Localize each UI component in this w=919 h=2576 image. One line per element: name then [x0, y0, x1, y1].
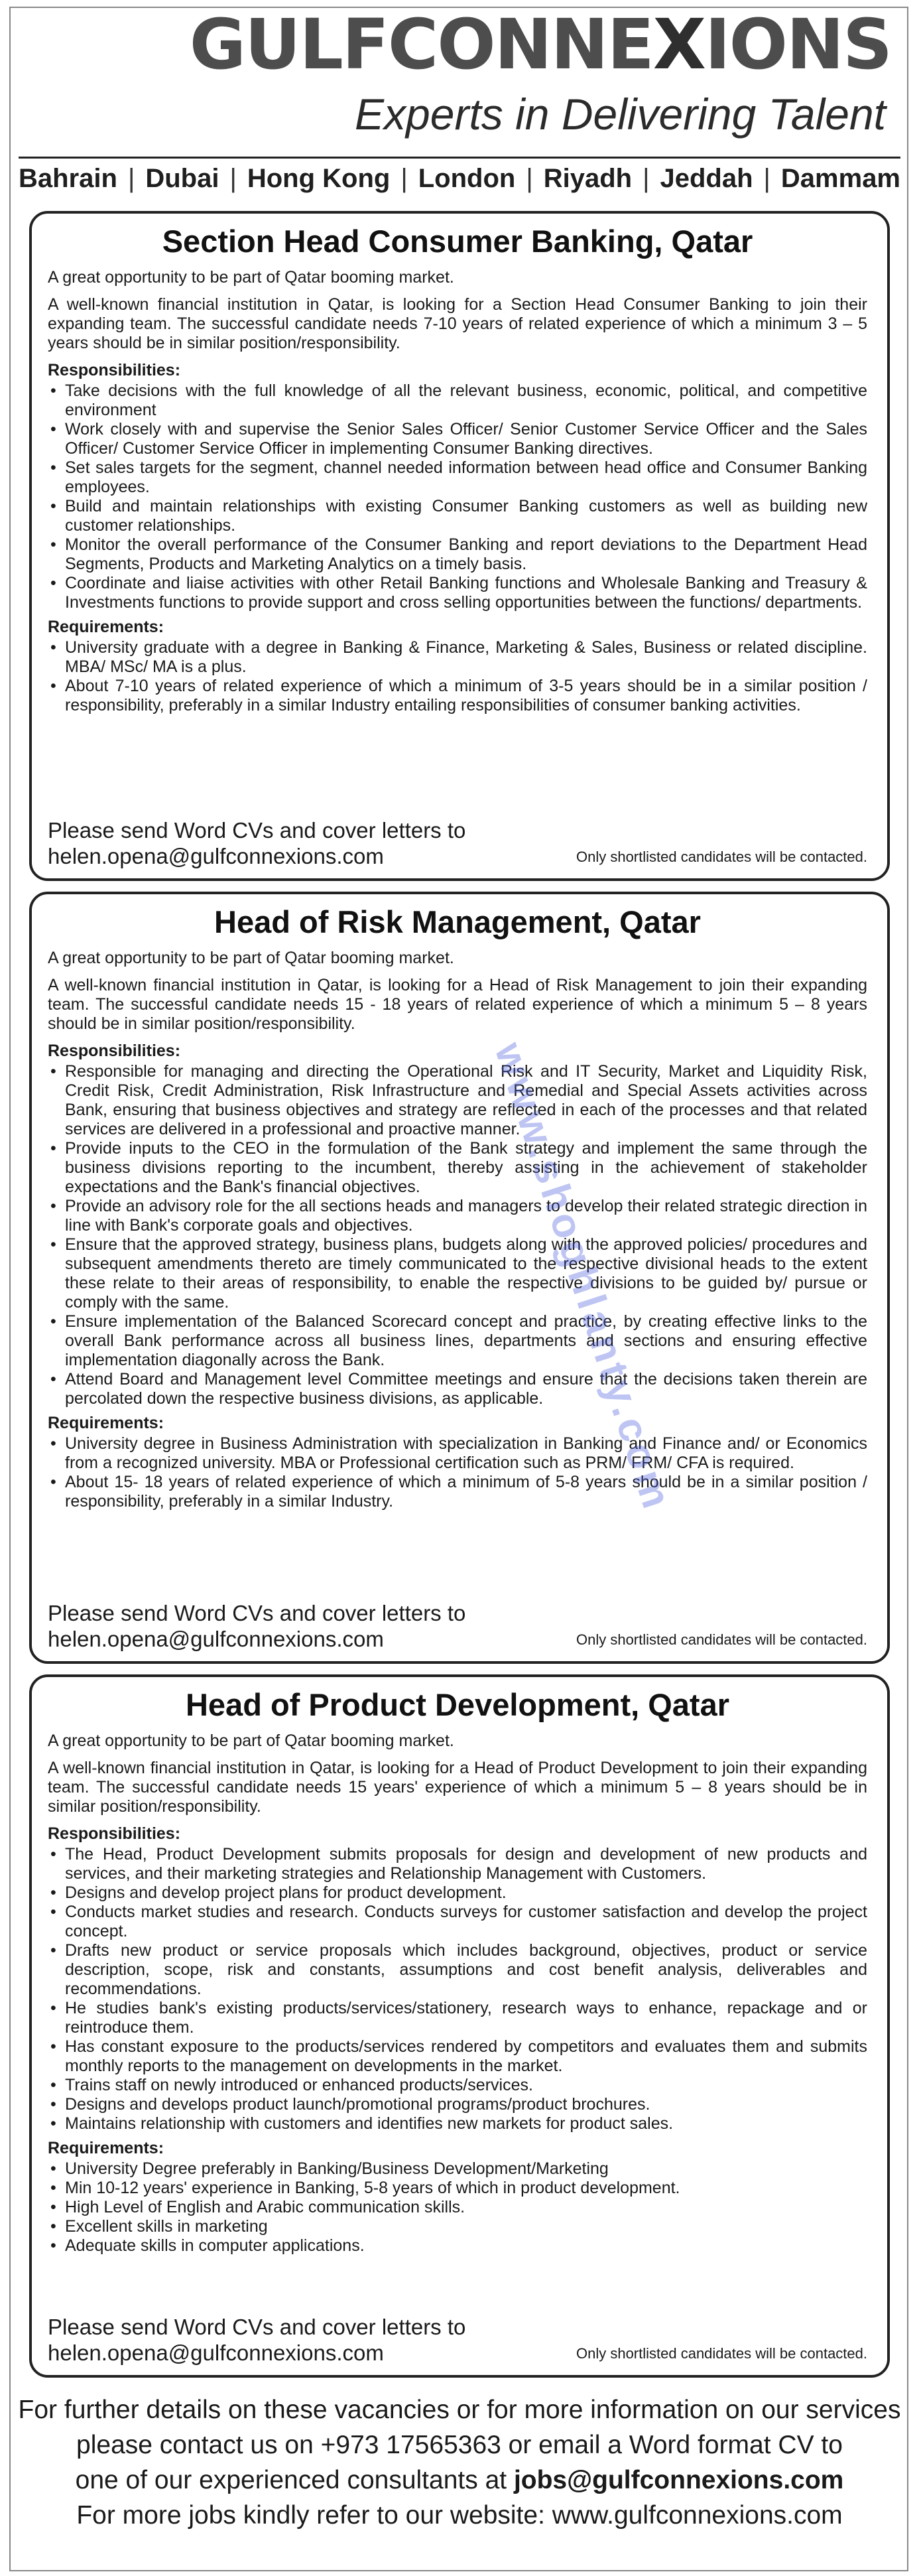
- apply-line: Please send Word CVs and cover letters to: [48, 2315, 466, 2339]
- list-item: • Has constant exposure to the products/services rendered by competitors and evaluates them and submits monthly reports to the management on developments in the market.: [65, 2037, 867, 2076]
- apply-row: [48, 1600, 867, 1652]
- list-item: • Trains staff on newly introduced or enhanced products/services.: [65, 2076, 867, 2095]
- city-dubai: Dubai: [145, 163, 219, 193]
- list-item: • About 7-10 years of related experience of which a minimum of 3-5 years should be in a similar position / responsibility, preferably in a similar Industry entailing responsibilities of consumer banking activities.: [65, 677, 867, 715]
- city-dammam: Dammam: [780, 163, 900, 193]
- shortlist-note: Only shortlisted candidates will be contacted.: [576, 1631, 867, 1648]
- requirements-list: [48, 2159, 867, 2256]
- job-listing-head-of-product-development: [29, 1674, 890, 2378]
- responsibilities-heading: Responsibilities:: [48, 361, 181, 379]
- shortlist-note: Only shortlisted candidates will be contacted.: [576, 2345, 867, 2362]
- footer-line: [0, 2463, 919, 2498]
- list-item: • Provide inputs to the CEO in the formulation of the Bank strategy and implement the same through the business divisions reporting to the incumbent, thereby assisting in the achievement of stakeholder expectations and the Bank's financial objectives.: [65, 1139, 867, 1197]
- requirements-heading: Requirements:: [48, 2139, 164, 2157]
- list-item: • High Level of English and Arabic communication skills.: [65, 2198, 867, 2217]
- job-intro: A great opportunity to be part of Qatar booming market.: [48, 268, 454, 287]
- list-item: • Adequate skills in computer applications.: [65, 2236, 867, 2256]
- city-separator: |: [127, 163, 135, 193]
- list-item: • Designs and develops product launch/promotional programs/product brochures.: [65, 2095, 867, 2114]
- footer-line: please contact us on +973 17565363 or email a Word format CV to: [76, 2431, 843, 2459]
- footer-line: For further details on these vacancies or for more information on our services: [18, 2396, 901, 2424]
- list-item: • University graduate with a degree in Banking & Finance, Marketing & Sales, Business or related discipline. MBA/ MSc/ MA is a plus.: [65, 638, 867, 677]
- requirements-list: [48, 1434, 867, 1511]
- jobs-email-link[interactable]: jobs@gulfconnexions.com: [513, 2466, 844, 2494]
- apply-instructions: [48, 2314, 465, 2366]
- city-separator: |: [526, 163, 533, 193]
- responsibilities-list: [48, 381, 867, 612]
- list-item: • Set sales targets for the segment, channel needed information between head office and Consumer Banking employees.: [65, 458, 867, 497]
- job-description: A well-known financial institution in Qatar, is looking for a Section Head Consumer Banking to join their expanding team. The successful candidate needs 7-10 years of related experience of which a minimum 3 – 5 years should be in similar position/responsibility.: [48, 295, 867, 352]
- list-item: • Monitor the overall performance of the Consumer Banking and report deviations to the Department Head Segments, Products and Marketing Analytics on a timely basis.: [65, 535, 867, 574]
- list-item: • Responsible for managing and directing the Operational Risk and IT Security, Market and Liquidity Risk, Credit Risk, Credit Administration, Risk Infrastructure and Remedial and Special Assets activities across Bank, ensuring that business objectives and strategy are reflected in each of the processes and that related services are delivered in a professional and proactive manner.: [65, 1062, 867, 1139]
- city-separator: |: [229, 163, 237, 193]
- city-separator: |: [643, 163, 650, 193]
- city-separator: |: [400, 163, 408, 193]
- list-item: • University Degree preferably in Banking/Business Development/Marketing: [65, 2159, 867, 2179]
- advert-header: [0, 0, 919, 199]
- apply-instructions: [48, 1600, 465, 1652]
- job-title: Section Head Consumer Banking, Qatar: [162, 224, 753, 259]
- list-item: • Designs and develop project plans for product development.: [65, 1883, 867, 1903]
- city-hong-kong: Hong Kong: [247, 163, 391, 193]
- job-description: A well-known financial institution in Qatar, is looking for a Head of Product Development to join their expanding team. The successful candidate needs 15 years' experience of which a minimum 5 – 8 years should be in similar position/responsibility.: [48, 1759, 867, 1816]
- job-title: Head of Risk Management, Qatar: [214, 904, 701, 939]
- job-title: Head of Product Development, Qatar: [185, 1687, 730, 1722]
- requirements-heading: Requirements:: [48, 1414, 164, 1432]
- list-item: • Drafts new product or service proposals which includes background, objectives, product or service description, scope, risk and constants, assumptions and cost benefit analysis, deliverables and recommendations.: [65, 1941, 867, 1999]
- list-item: • Attend Board and Management level Committee meetings and ensure that the decisions taken therein are percolated down the respective business divisions, as applicable.: [65, 1370, 867, 1408]
- job-intro: A great opportunity to be part of Qatar booming market.: [48, 1731, 454, 1750]
- job-intro: A great opportunity to be part of Qatar booming market.: [48, 949, 454, 967]
- city-london: London: [418, 163, 516, 193]
- apply-line: Please send Word CVs and cover letters to: [48, 818, 466, 843]
- apply-email-link[interactable]: helen.opena@gulfconnexions.com: [48, 1627, 384, 1651]
- list-item: • Provide an advisory role for the all sections heads and managers to develop their related strategic direction in line with Bank's corporate goals and objectives.: [65, 1197, 867, 1235]
- requirements-heading: Requirements:: [48, 618, 164, 636]
- list-item: • Ensure implementation of the Balanced Scorecard concept and practice, by creating effective links to the overall Bank performance across all business lines, departments and sections and ensuring effective implementation diagonally across the Bank.: [65, 1312, 867, 1370]
- list-item: • Coordinate and liaise activities with other Retail Banking functions and Wholesale Banking and Treasury & Investments functions to provide support and cross selling opportunities between the functions/ departments.: [65, 574, 867, 612]
- list-item: • Work closely with and supervise the Senior Sales Officer/ Senior Customer Service Officer and the Sales Officer/ Customer Service Officer in implementing Consumer Banking directives.: [65, 420, 867, 458]
- city-bahrain: Bahrain: [19, 163, 117, 193]
- job-listing-head-of-risk-management: [29, 892, 890, 1664]
- city-jeddah: Jeddah: [660, 163, 753, 193]
- job-listing-section-head-consumer-banking: [29, 211, 890, 881]
- responsibilities-heading: Responsibilities:: [48, 1042, 181, 1060]
- apply-row: [48, 817, 867, 869]
- list-item: • About 15- 18 years of related experience of which a minimum of 5-8 years should be in a similar position / responsibility, preferably in a similar Industry.: [65, 1473, 867, 1511]
- apply-line: Please send Word CVs and cover letters to: [48, 1601, 466, 1625]
- apply-instructions: [48, 817, 465, 869]
- list-item: • Min 10-12 years' experience in Banking, 5-8 years of which in product development.: [65, 2179, 867, 2198]
- requirements-list: [48, 638, 867, 715]
- footer-line: [0, 2498, 919, 2533]
- city-separator: |: [763, 163, 770, 193]
- list-item: • Conducts market studies and research. Conducts surveys for customer satisfaction and develop the project concept.: [65, 1903, 867, 1941]
- apply-row: [48, 2314, 867, 2366]
- company-tagline: Experts in Delivering Talent: [355, 90, 886, 139]
- contact-footer: [0, 2392, 919, 2533]
- apply-email-link[interactable]: helen.opena@gulfconnexions.com: [48, 844, 384, 868]
- job-description: A well-known financial institution in Qatar, is looking for a Head of Risk Management to join their expanding team. The successful candidate needs 15 - 18 years of related experience of which a minimum 5 – 8 years should be in similar position/responsibility.: [48, 976, 867, 1033]
- list-item: • Excellent skills in marketing: [65, 2217, 867, 2236]
- office-locations: [19, 157, 900, 198]
- website-link[interactable]: www.gulfconnexions.com: [552, 2501, 843, 2530]
- list-item: • He studies bank's existing products/services/stationery, research ways to enhance, repackage and or reintroduce them.: [65, 1999, 867, 2037]
- list-item: • Ensure that the approved strategy, business plans, budgets along with the approved policies/ procedures and subsequent amendments thereto are timely communicated to the respective divisional heads to the extent these relate to their areas of responsibility, to enable the respective divisions to be guided by/ pursue or comply with the same.: [65, 1235, 867, 1312]
- list-item: • University degree in Business Administration with specialization in Banking and Finance and/ or Economics from a recognized university. MBA or Professional certification such as PRM/ FRM/ CFA is required.: [65, 1434, 867, 1473]
- list-item: • Build and maintain relationships with existing Consumer Banking customers as well as building new customer relationships.: [65, 497, 867, 535]
- footer-text: For more jobs kindly refer to our website:: [76, 2501, 545, 2530]
- shortlist-note: Only shortlisted candidates will be contacted.: [576, 848, 867, 865]
- apply-email-link[interactable]: helen.opena@gulfconnexions.com: [48, 2340, 384, 2365]
- company-logo: GULFCONNEXIONS: [189, 4, 891, 85]
- watermark: www.shoghlanty.com: [485, 1037, 681, 1517]
- footer-text: one of our experienced consultants at: [75, 2466, 507, 2494]
- list-item: • The Head, Product Development submits proposals for design and development of new products and services, and their marketing strategies and Relationship Management with Customers.: [65, 1845, 867, 1883]
- city-riyadh: Riyadh: [543, 163, 633, 193]
- responsibilities-list: [48, 1845, 867, 2134]
- list-item: • Maintains relationship with customers and identifies new markets for product sales.: [65, 2114, 867, 2134]
- list-item: • Take decisions with the full knowledge of all the relevant business, economic, political, and competitive environment: [65, 381, 867, 420]
- responsibilities-heading: Responsibilities:: [48, 1824, 181, 1843]
- responsibilities-list: [48, 1062, 867, 1408]
